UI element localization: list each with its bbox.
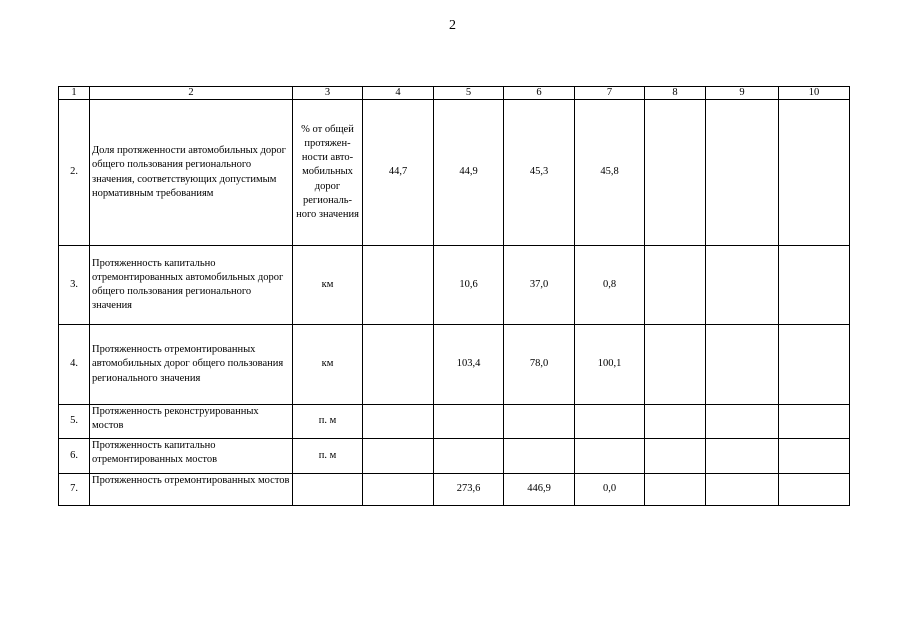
value-cell: 37,0 [504, 246, 575, 325]
value-cell [706, 405, 779, 439]
value-cell [706, 246, 779, 325]
value-cell [779, 246, 850, 325]
table-row [59, 325, 850, 405]
table-row [59, 246, 850, 325]
value-cell [706, 325, 779, 405]
page-number: 2 [449, 18, 456, 33]
value-cell [575, 405, 645, 439]
column-header: 5 [434, 87, 504, 100]
value-cell [363, 405, 434, 439]
unit-cell: % от общей протяжен-ности авто-мобильных дорог региональ-ного значения [293, 100, 363, 246]
value-cell [434, 405, 504, 439]
table-row [59, 405, 850, 439]
value-cell: 44,7 [363, 100, 434, 246]
value-cell [645, 100, 706, 246]
indicators-table [58, 86, 850, 506]
value-cell: 103,4 [434, 325, 504, 405]
value-cell: 45,3 [504, 100, 575, 246]
unit-cell: п. м [293, 405, 363, 439]
value-cell: 273,6 [434, 474, 504, 506]
indicator-name: Протяженность реконструированных мостов [90, 405, 293, 439]
value-cell [363, 439, 434, 474]
value-cell [363, 474, 434, 506]
indicator-name: Протяженность капитально отремонтированных автомобильных дорог общего пользования регионального значения [90, 246, 293, 325]
value-cell [779, 325, 850, 405]
column-header: 9 [706, 87, 779, 100]
value-cell [645, 246, 706, 325]
row-number: 7. [59, 474, 90, 506]
value-cell: 45,8 [575, 100, 645, 246]
value-cell [779, 100, 850, 246]
column-header: 4 [363, 87, 434, 100]
unit-cell: п. м [293, 439, 363, 474]
row-number: 3. [59, 246, 90, 325]
value-cell [434, 439, 504, 474]
row-number: 5. [59, 405, 90, 439]
table-row [59, 439, 850, 474]
value-cell [645, 439, 706, 474]
value-cell [779, 474, 850, 506]
table-row [59, 474, 850, 506]
table-row [59, 100, 850, 246]
value-cell [363, 246, 434, 325]
value-cell: 446,9 [504, 474, 575, 506]
indicator-name: Доля протяженности автомобильных дорог общего пользования регионального значения, соответствующих допустимым нормативным требованиям [90, 100, 293, 246]
row-number: 2. [59, 100, 90, 246]
column-header: 3 [293, 87, 363, 100]
indicator-name: Протяженность отремонтированных автомобильных дорог общего пользования регионального значения [90, 325, 293, 405]
value-cell [363, 325, 434, 405]
value-cell: 0,0 [575, 474, 645, 506]
value-cell [779, 405, 850, 439]
value-cell: 0,8 [575, 246, 645, 325]
column-header: 10 [779, 87, 850, 100]
column-header: 7 [575, 87, 645, 100]
unit-cell [293, 474, 363, 506]
unit-cell: км [293, 246, 363, 325]
value-cell [504, 439, 575, 474]
table-header-row [59, 87, 850, 100]
column-header: 6 [504, 87, 575, 100]
column-header: 8 [645, 87, 706, 100]
value-cell: 44,9 [434, 100, 504, 246]
value-cell: 100,1 [575, 325, 645, 405]
value-cell [504, 405, 575, 439]
column-header: 1 [59, 87, 90, 100]
value-cell: 10,6 [434, 246, 504, 325]
row-number: 6. [59, 439, 90, 474]
unit-cell: км [293, 325, 363, 405]
value-cell [575, 439, 645, 474]
value-cell [706, 100, 779, 246]
indicator-name: Протяженность отремонтированных мостов [90, 474, 293, 506]
value-cell: 78,0 [504, 325, 575, 405]
value-cell [645, 474, 706, 506]
value-cell [645, 325, 706, 405]
value-cell [706, 439, 779, 474]
column-header: 2 [90, 87, 293, 100]
indicator-name: Протяженность капитально отремонтированных мостов [90, 439, 293, 474]
value-cell [779, 439, 850, 474]
row-number: 4. [59, 325, 90, 405]
value-cell [645, 405, 706, 439]
value-cell [706, 474, 779, 506]
